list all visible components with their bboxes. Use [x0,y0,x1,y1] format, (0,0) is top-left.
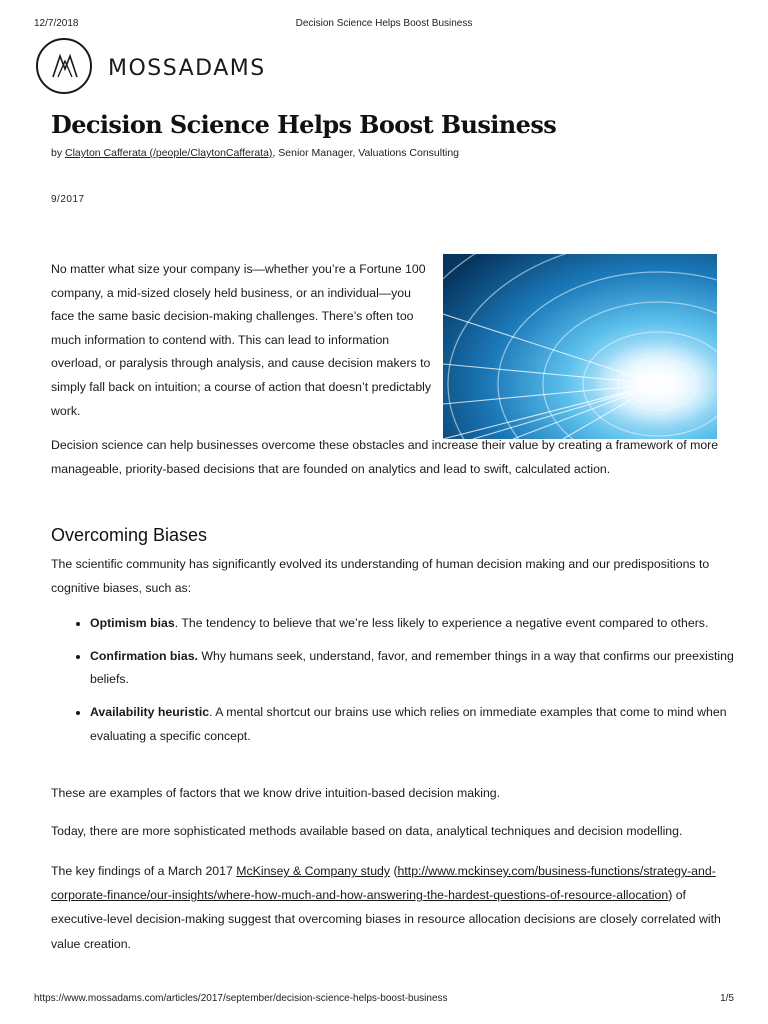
logo-mark-icon [36,38,92,94]
moss-adams-logo[interactable] [36,38,276,98]
bias-term: Optimism bias [90,616,175,630]
logo-wordmark: MOSSADAMS [108,56,266,81]
section-heading: Overcoming Biases [51,525,208,545]
mckinsey-text-before: The key findings of a March 2017 [51,864,237,878]
hero-image [443,254,717,439]
mckinsey-text-after: ) of executive-level decision-making suggest that overcoming biases in resource allocation decisions are closely correlated with value creation. [51,888,721,951]
bias-description: Why humans seek, understand, favor, and remember things in a way that confirms our preexisting beliefs. [90,648,734,687]
decision-science-paragraph: Decision science can help businesses overcome these obstacles and increase their value by creating a framework of more manageable, priority-based decisions that are founded on analytics and lead to swift, calculated action. [51,438,719,476]
intuition-paragraph: These are examples of factors that we know drive intuition-based decision making. [51,786,501,800]
mckinsey-url-link[interactable]: http://www.mckinsey.com/business-functions/strategy-and-corporate-finance/our-insights/where-how-much-and-how-answering-the-hardest-questions-of-resource-allocation [51,864,716,903]
biases-list [71,612,740,758]
mckinsey-study-link[interactable]: McKinsey & Company study [236,864,391,878]
list-item [90,612,740,636]
print-title: Decision Science Helps Boost Business [295,18,473,29]
intro-paragraph: No matter what size your company is—whether you’re a Fortune 100 company, a mid-sized closely held business, or an individual—you face the same basic decision-making challenges. There’s often too much information to contend with. This can lead to information overload, or paralysis through analysis, and cause decision makers to simply fall back on intuition; a course of action that doesn’t predictably work. [51,262,432,418]
list-item [90,701,740,748]
bias-description: . A mental shortcut our brains use which relies on immediate examples that come to mind when evaluating a specific concept. [90,705,727,743]
page-number: 1/5 [720,993,734,1004]
bias-term: Availability heuristic [90,705,210,720]
biases-intro-paragraph: The scientific community has significantly evolved its understanding of human decision making and our predispositions to cognitive biases, such as: [51,557,710,595]
byline [51,147,459,159]
bias-term: Confirmation bias. [90,648,198,663]
byline-prefix: by [51,147,66,159]
byline-role: , Senior Manager, Valuations Consulting [272,147,460,159]
print-url: https://www.mossadams.com/articles/2017/september/decision-science-helps-boost-business [34,993,448,1004]
mckinsey-paragraph [51,859,721,956]
bias-description: . The tendency to believe that we’re less likely to experience a negative event compared to others. [174,616,709,630]
mckinsey-text-paren: ( [390,864,398,878]
publish-date: 9/2017 [51,194,85,205]
author-link[interactable]: Clayton Cafferata (/people/ClaytonCafferata) [65,147,273,159]
article-title: Decision Science Helps Boost Business [51,110,557,139]
print-header [0,18,768,32]
list-item [90,645,740,692]
print-date: 12/7/2018 [34,18,79,29]
methods-paragraph: Today, there are more sophisticated methods available based on data, analytical techniques and decision modelling. [51,824,683,838]
